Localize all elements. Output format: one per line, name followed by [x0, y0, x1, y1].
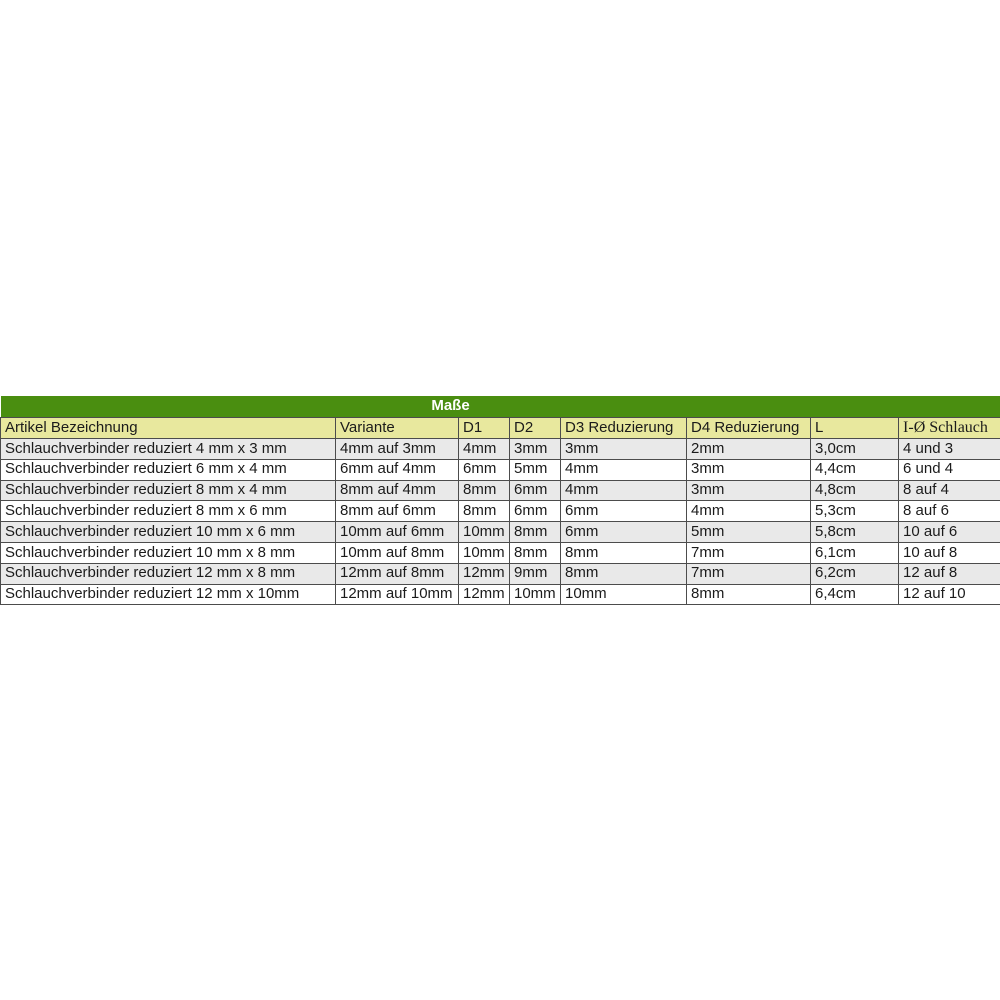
table-cell: Schlauchverbinder reduziert 10 mm x 6 mm	[1, 522, 336, 543]
table-cell: Schlauchverbinder reduziert 12 mm x 10mm	[1, 584, 336, 605]
table-cell: Schlauchverbinder reduziert 4 mm x 3 mm	[1, 439, 336, 460]
table-cell: Schlauchverbinder reduziert 12 mm x 8 mm	[1, 563, 336, 584]
table-cell: 3mm	[561, 439, 687, 460]
column-header-d2: D2	[510, 418, 561, 439]
table-title: Maße	[1, 396, 899, 418]
table-row	[1, 501, 1000, 522]
table-cell: 10mm auf 6mm	[336, 522, 459, 543]
table-cell: 12mm auf 8mm	[336, 563, 459, 584]
table-cell: 5,3cm	[811, 501, 899, 522]
table-cell: 4mm	[561, 459, 687, 480]
table-row	[1, 563, 1000, 584]
column-header-d3-reduzierung: D3 Reduzierung	[561, 418, 687, 439]
table-row	[1, 522, 1000, 543]
table-cell: 8mm auf 6mm	[336, 501, 459, 522]
table-cell: 10mm	[459, 522, 510, 543]
table-cell: 7mm	[687, 563, 811, 584]
table-cell: 6mm	[561, 522, 687, 543]
table-cell: 10mm	[459, 542, 510, 563]
table-cell: 8mm	[561, 542, 687, 563]
table-cell: 8mm	[687, 584, 811, 605]
table-cell: 4mm	[687, 501, 811, 522]
column-header-d4-reduzierung: D4 Reduzierung	[687, 418, 811, 439]
table-cell: 9mm	[510, 563, 561, 584]
table-cell: Schlauchverbinder reduziert 8 mm x 6 mm	[1, 501, 336, 522]
table-cell: 8mm	[510, 542, 561, 563]
table-cell: 8 auf 4	[899, 480, 1000, 501]
table-cell: 6mm	[510, 480, 561, 501]
column-header-l: L	[811, 418, 899, 439]
table-cell: 8mm	[561, 563, 687, 584]
table-cell: 4mm auf 3mm	[336, 439, 459, 460]
table-cell: 8mm	[459, 480, 510, 501]
table-cell: 10 auf 8	[899, 542, 1000, 563]
table-cell: 8mm	[510, 522, 561, 543]
table-cell: 6mm auf 4mm	[336, 459, 459, 480]
table-cell: Schlauchverbinder reduziert 10 mm x 8 mm	[1, 542, 336, 563]
table-row	[1, 584, 1000, 605]
column-header-i-schlauch: I-Ø Schlauch	[899, 418, 1000, 439]
dimensions-table	[0, 396, 1000, 605]
table-cell: 4 und 3	[899, 439, 1000, 460]
table-cell: 12 auf 8	[899, 563, 1000, 584]
table-cell: 10mm auf 8mm	[336, 542, 459, 563]
table-cell: 5mm	[687, 522, 811, 543]
table-cell: 6,2cm	[811, 563, 899, 584]
table-cell: 4,8cm	[811, 480, 899, 501]
table-cell: 6mm	[510, 501, 561, 522]
table-cell: 3,0cm	[811, 439, 899, 460]
table-cell: 8mm	[459, 501, 510, 522]
table-cell: 3mm	[687, 459, 811, 480]
table-cell: 3mm	[687, 480, 811, 501]
table-cell: 12mm	[459, 563, 510, 584]
column-header-artikel-bezeichnung: Artikel Bezeichnung	[1, 418, 336, 439]
table-header-row	[1, 418, 1000, 439]
table-cell: 6 und 4	[899, 459, 1000, 480]
table-cell: 6mm	[459, 459, 510, 480]
table-cell: 12mm	[459, 584, 510, 605]
table-cell: 10mm	[510, 584, 561, 605]
table-cell: 4,4cm	[811, 459, 899, 480]
table-row	[1, 439, 1000, 460]
table-cell: Schlauchverbinder reduziert 6 mm x 4 mm	[1, 459, 336, 480]
table-cell: 6mm	[561, 501, 687, 522]
table-title-spacer	[899, 396, 1000, 418]
table-cell: 5,8cm	[811, 522, 899, 543]
table-row	[1, 542, 1000, 563]
table-cell: 10mm	[561, 584, 687, 605]
table-cell: 4mm	[459, 439, 510, 460]
table-title-row	[1, 396, 1000, 418]
table-row	[1, 480, 1000, 501]
table-cell: 4mm	[561, 480, 687, 501]
column-header-variante: Variante	[336, 418, 459, 439]
table-cell: 5mm	[510, 459, 561, 480]
table-cell: 10 auf 6	[899, 522, 1000, 543]
table-cell: 8mm auf 4mm	[336, 480, 459, 501]
table-row	[1, 459, 1000, 480]
table-cell: 7mm	[687, 542, 811, 563]
column-header-d1: D1	[459, 418, 510, 439]
table-cell: 6,4cm	[811, 584, 899, 605]
table-cell: 3mm	[510, 439, 561, 460]
table-cell: Schlauchverbinder reduziert 8 mm x 4 mm	[1, 480, 336, 501]
table-cell: 6,1cm	[811, 542, 899, 563]
table-cell: 2mm	[687, 439, 811, 460]
table-cell: 8 auf 6	[899, 501, 1000, 522]
table-cell: 12 auf 10	[899, 584, 1000, 605]
table-cell: 12mm auf 10mm	[336, 584, 459, 605]
